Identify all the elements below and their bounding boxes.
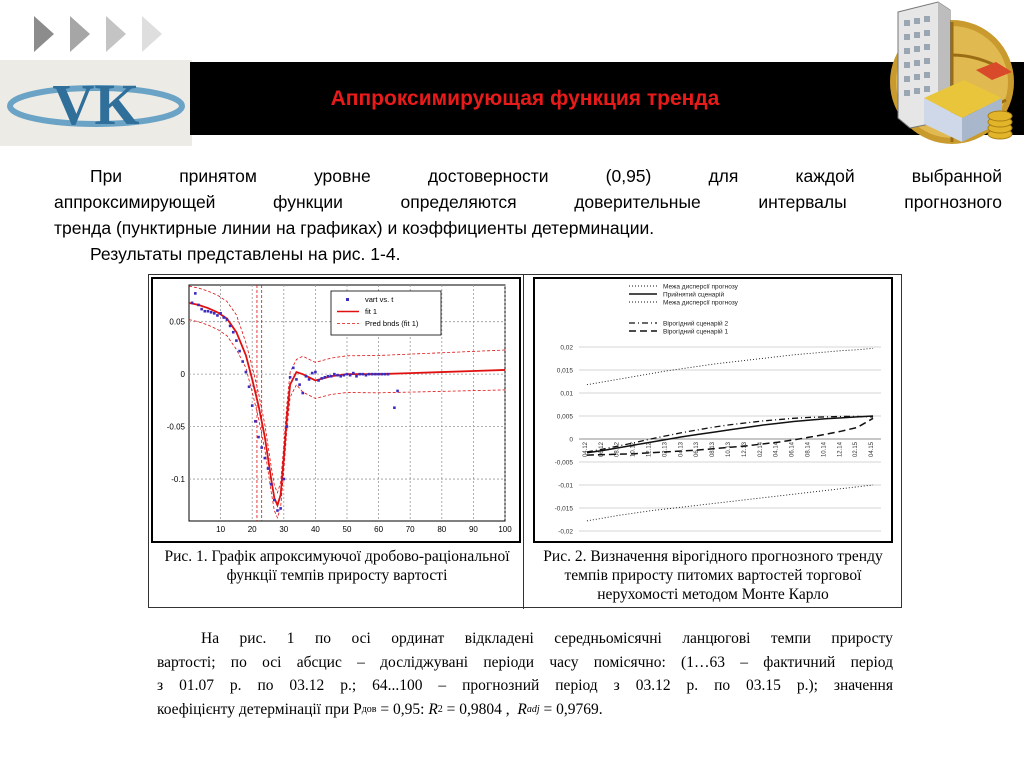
data-point	[216, 314, 219, 317]
legend-label: fit 1	[365, 307, 378, 316]
data-point	[194, 292, 197, 295]
legend-label: Pred bnds (fit 1)	[365, 319, 419, 328]
data-point	[207, 310, 210, 313]
chart-2-legend	[629, 283, 739, 336]
data-point	[226, 318, 229, 321]
data-point	[368, 373, 371, 376]
data-point	[254, 420, 257, 423]
x-tick-label: 70	[405, 525, 415, 534]
y-tick-label: -0,015	[554, 505, 573, 513]
legend-label: Вірогідний сценарій 1	[663, 328, 729, 336]
data-point	[213, 312, 216, 315]
data-point	[311, 372, 314, 375]
data-point	[279, 507, 282, 510]
data-point	[298, 383, 301, 386]
paragraph-line-2: аппроксимирующей функции определяются доверительные интервалы прогнозного	[54, 192, 1002, 212]
chart-1-legend	[331, 291, 441, 335]
chevrons-decoration	[32, 12, 172, 56]
data-point	[327, 375, 330, 378]
data-point	[292, 367, 295, 370]
y-tick-label: 0,01	[560, 390, 573, 398]
x-tick-label: 50	[342, 525, 352, 534]
chart-1-svg	[153, 279, 519, 541]
x-tick-label: 06.12	[598, 442, 605, 458]
x-tick-label: 02.15	[853, 442, 860, 458]
legend-label: Прийнятий сценарій	[663, 291, 725, 299]
y-tick-label: -0,005	[554, 459, 573, 467]
figures-frame	[148, 274, 902, 608]
data-point	[330, 375, 333, 378]
figure-2-chart	[533, 277, 893, 543]
x-tick-label: 10.13	[726, 442, 732, 458]
data-point	[283, 478, 286, 481]
data-point	[339, 375, 342, 378]
legend-marker	[346, 298, 349, 301]
data-point	[248, 385, 251, 388]
data-point	[362, 373, 365, 376]
x-tick-label: 02.14	[757, 442, 764, 458]
x-tick-label: 12.14	[837, 442, 844, 458]
x-tick-label: 04.14	[773, 442, 780, 458]
data-point	[324, 376, 327, 379]
x-tick-label: 02.13	[662, 442, 669, 458]
y-tick-label: -0,01	[558, 482, 573, 490]
data-point	[355, 375, 358, 378]
data-point	[267, 467, 270, 470]
data-point	[219, 312, 222, 315]
data-point	[396, 390, 399, 393]
legend-label: vart vs. t	[365, 295, 394, 304]
x-tick-label: 04.15	[869, 442, 876, 458]
data-point	[241, 360, 244, 363]
note-line-4: коефіцієнту детермінації при Р дов = 0,95: R 2 = 0,9804 , R adj = 0,9769.	[157, 700, 603, 718]
data-point	[238, 350, 241, 353]
building-globe-icon	[880, 0, 1024, 150]
x-tick-label: 06.13	[694, 442, 701, 458]
x-tick-label: 08.13	[710, 442, 717, 458]
vk-logo-icon	[4, 68, 188, 140]
x-tick-label: 20	[247, 525, 257, 534]
y-tick-label: -0,02	[558, 528, 573, 536]
data-point	[270, 483, 273, 486]
data-point	[384, 373, 387, 376]
note-line-1: На рис. 1 по осі ординат відкладені середньомісячні ланцюгові темпи приросту	[201, 630, 893, 647]
data-point	[295, 378, 298, 381]
data-point	[380, 373, 383, 376]
data-point	[235, 339, 238, 342]
x-tick-label: 10.14	[821, 442, 828, 458]
data-point	[336, 374, 339, 377]
data-point	[371, 373, 374, 376]
data-point	[387, 373, 390, 376]
y-tick-label: 0.05	[169, 317, 185, 327]
svg-text:VK: VK	[52, 72, 140, 137]
figure-1-caption: Рис. 1. Графік апроксимуючої дробово-раціональної функції темпів приросту вартості	[164, 548, 510, 584]
data-point	[365, 374, 368, 377]
data-point	[289, 376, 292, 379]
data-point	[276, 509, 279, 512]
data-point	[245, 371, 248, 374]
x-tick-label: 12.13	[741, 442, 748, 458]
data-point	[305, 375, 308, 378]
note-line-3: з 01.07 р. по 03.12 р.; 64...100 – прогнозний період з 03.12 р. по 03.15 р.); значення	[157, 677, 893, 694]
data-point	[210, 311, 213, 314]
x-tick-label: 12.12	[646, 442, 653, 458]
data-point	[229, 325, 232, 328]
legend-label: Межа дисперсії прогнозу	[663, 283, 738, 291]
figure-2-caption: Рис. 2. Визначення вірогідного прогнозного тренду темпів приросту питомих вартостей торгової нерухомості методом Монте Карло	[543, 548, 883, 603]
figure-note	[157, 627, 893, 721]
data-point	[377, 373, 380, 376]
data-point	[374, 373, 377, 376]
x-tick-label: 80	[437, 525, 447, 534]
data-point	[273, 499, 276, 502]
data-point	[204, 310, 207, 313]
data-point	[232, 331, 235, 334]
data-point	[349, 374, 352, 377]
data-point	[286, 425, 289, 428]
paragraph-line-3: тренда (пунктирные линии на графиках) и коэффициенты детерминации.	[54, 218, 655, 238]
x-tick-label: 08.12	[614, 442, 621, 458]
x-tick-label: 06.14	[789, 442, 796, 458]
x-tick-label: 60	[374, 525, 384, 534]
legend-label: Межа дисперсії прогнозу	[663, 299, 738, 307]
data-point	[352, 372, 355, 375]
data-point	[358, 373, 361, 376]
x-tick-label: 10	[216, 525, 226, 534]
x-tick-label: 90	[468, 525, 478, 534]
data-point	[251, 404, 254, 407]
note-line-2: вартості; по осі абсцис – досліджувані періоди часу помісячно: (1…63 – фактичний період	[157, 653, 893, 671]
legend-label: Вірогідний сценарій 2	[663, 320, 729, 328]
x-tick-label: 10.12	[630, 442, 637, 458]
x-tick-label: 30	[279, 525, 289, 534]
figure-1-chart	[151, 277, 521, 543]
data-point	[260, 446, 263, 449]
y-tick-label: -0.1	[171, 475, 185, 485]
y-tick-label: 0,02	[560, 344, 573, 352]
data-point	[314, 371, 317, 374]
data-point	[320, 377, 323, 380]
data-point	[333, 373, 336, 376]
data-point	[301, 392, 304, 395]
x-tick-label: 40	[310, 525, 320, 534]
series-line-2	[587, 485, 873, 521]
data-point	[317, 379, 320, 382]
series-line-0	[587, 348, 873, 384]
data-point	[200, 308, 203, 311]
data-point	[343, 374, 346, 377]
y-tick-label: 0,015	[556, 367, 573, 375]
x-tick-label: 08.14	[805, 442, 812, 458]
body-paragraph	[54, 163, 1002, 267]
data-point	[222, 316, 225, 319]
y-tick-label: 0	[180, 370, 185, 380]
paragraph-line-1: При принятом уровне достоверности (0,95) для каждой выбранной	[90, 166, 1002, 186]
x-tick-label: 100	[498, 525, 512, 534]
data-point	[393, 406, 396, 409]
data-point	[191, 302, 194, 305]
y-tick-label: 0,005	[556, 413, 573, 421]
x-tick-label: 04.12	[582, 442, 589, 458]
chart-2-svg	[535, 279, 891, 541]
data-point	[308, 378, 311, 381]
y-tick-label: -0.05	[166, 422, 185, 432]
paragraph-line-4: Результаты представлены на рис. 1-4.	[90, 244, 401, 264]
data-point	[264, 457, 267, 460]
data-point	[346, 373, 349, 376]
slide-title: Аппроксимирующая функция тренда	[330, 87, 720, 110]
logo	[0, 60, 192, 146]
data-point	[257, 436, 260, 439]
data-point	[197, 304, 200, 307]
y-tick-label: 0	[569, 436, 573, 444]
x-tick-label: 04.13	[678, 442, 685, 458]
